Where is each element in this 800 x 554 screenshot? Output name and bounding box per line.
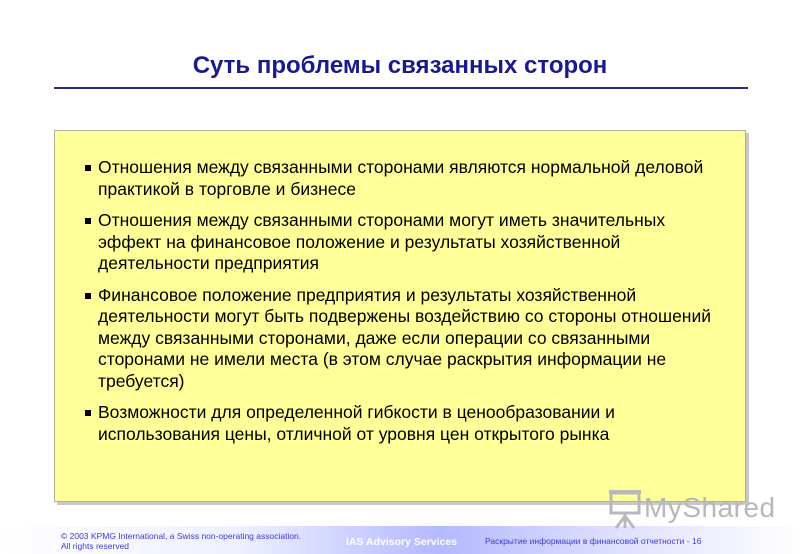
copyright-notice: [61, 531, 301, 551]
content-panel: [54, 130, 746, 502]
presentation-board-icon: [608, 488, 642, 530]
bullet-text: Отношения между связанными сторонами являются нормальной деловой практикой в торговле и бизнесе: [98, 157, 704, 199]
bullet-item-2: [85, 210, 715, 275]
square-bullet-icon: [85, 218, 91, 224]
bullet-text: Возможности для определенной гибкости в ценообразовании и использования цены, отличной от уровня цен открытого рынка: [98, 402, 615, 444]
section-name: IAS Advisory Services: [346, 536, 458, 548]
slide-title: Суть проблемы связанных сторон: [192, 52, 608, 79]
bullet-text: Отношения между связанными сторонами могут иметь значительных эффект на финансовое положение и результаты хозяйственной деятельности предприятия: [98, 210, 666, 273]
copyright-line-2: All rights reserved: [61, 541, 130, 551]
square-bullet-icon: [85, 293, 91, 299]
bullet-item-4: [85, 402, 715, 445]
logo-text: MyShared: [644, 492, 776, 523]
title-underline: [54, 87, 748, 89]
bullet-item-3: [85, 285, 715, 393]
page-caption: Раскрытие информации в финансовой отчетности - 16: [485, 536, 702, 546]
square-bullet-icon: [85, 165, 91, 171]
copyright-line-1: © 2003 KPMG International, a Swiss non-operating association.: [61, 531, 302, 541]
bullet-text: Финансовое положение предприятия и результаты хозяйственной деятельности могут быть подвержены воздействию со стороны отношений между связанными сторонами, даже если операции со связанными сторонами не имели места (в этом случае раскрытия информации не требуется): [98, 284, 712, 391]
square-bullet-icon: [85, 410, 91, 416]
bullet-list: [55, 131, 745, 445]
bullet-item-1: [85, 157, 715, 200]
watermark-logo: [608, 488, 776, 532]
